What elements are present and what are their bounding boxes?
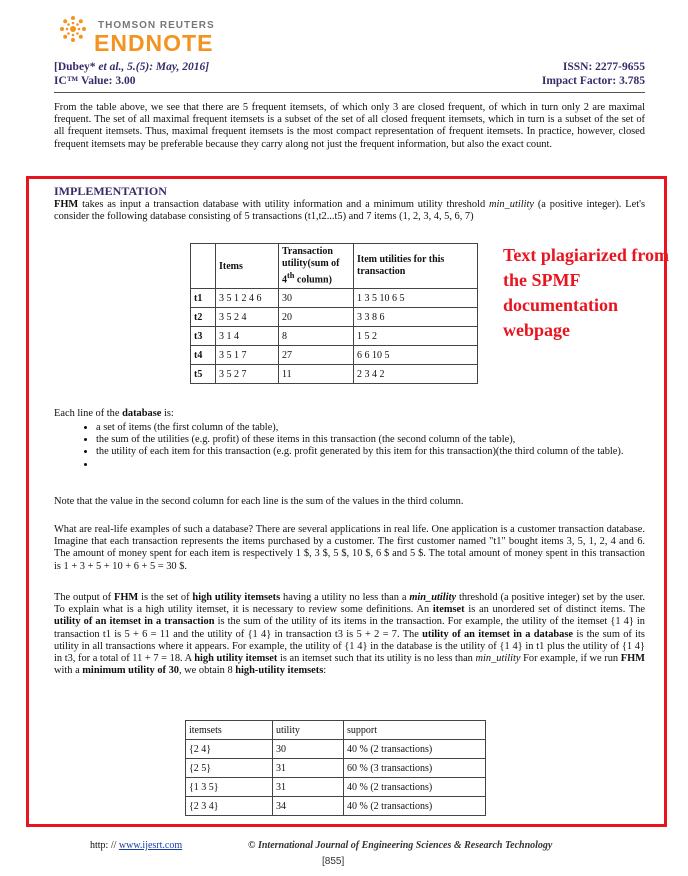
cell-iu: 3 3 8 6 xyxy=(354,308,478,327)
real-life-paragraph: What are real-life examples of such a database? There are several applications in real life. One application is a customer transaction database. Imagine that each transaction represents the items purchased by a customer. The first customer named "t1" bought items 3, 5, 1, 2, 4 and 6. The amount of money spent for each item is respectively 1 $, 3 $, 5 $, 10 $, 6 $ and 5 $. The total amount of money spent in this transaction is 1 + 3 + 5 + 10 + 6 + 5 = 30 $. xyxy=(54,524,645,572)
header-itemsets: itemsets xyxy=(186,721,273,740)
cell-tu: 20 xyxy=(279,308,354,327)
cell-items: 3 5 2 4 xyxy=(216,308,279,327)
cell-iu: 2 3 4 2 xyxy=(354,365,478,384)
cell-tu: 8 xyxy=(279,327,354,346)
table-row xyxy=(191,327,478,346)
cell-iu: 6 6 10 5 xyxy=(354,346,478,365)
header-utility: utility xyxy=(273,721,344,740)
cell-support: 40 % (2 transactions) xyxy=(344,778,486,797)
ic-value: IC™ Value: 3.00 xyxy=(54,75,136,87)
row-label: t1 xyxy=(191,289,216,308)
cell-utility: 34 xyxy=(273,797,344,816)
header-divider xyxy=(54,92,645,93)
header-item-utilities: Item utilities for this transaction xyxy=(354,244,478,289)
impact-factor: Impact Factor: 3.785 xyxy=(541,75,645,87)
cell-items: 3 5 1 7 xyxy=(216,346,279,365)
cell-items: 3 1 4 xyxy=(216,327,279,346)
cell-tu: 30 xyxy=(279,289,354,308)
cell-utility: 31 xyxy=(273,759,344,778)
table-row xyxy=(186,797,486,816)
page-number: [855] xyxy=(322,856,345,867)
header-transaction-utility: Transaction utility(sum of 4th column) xyxy=(279,244,354,289)
cell-iu: 1 5 2 xyxy=(354,327,478,346)
cell-support: 40 % (2 transactions) xyxy=(344,797,486,816)
row-label: t5 xyxy=(191,365,216,384)
header-cell-empty xyxy=(191,244,216,289)
cell-tu: 11 xyxy=(279,365,354,384)
brand-large-text: ENDNOTE xyxy=(94,30,214,56)
header-items: Items xyxy=(216,244,279,289)
list-item: • the sum of the utilities (e.g. profit) of these items in this transaction (the second column of the table), xyxy=(96,434,645,446)
table-row xyxy=(191,346,478,365)
list-item: • the utility of each item for this transaction (e.g. profit generated by this item for this transaction)(the third column of the table). xyxy=(96,446,645,458)
endnote-logo xyxy=(54,8,224,58)
table-row xyxy=(186,740,486,759)
table-row xyxy=(191,289,478,308)
citation-line: [Dubey* et al., 5.(5): May, 2016] xyxy=(54,61,210,73)
row-label: t2 xyxy=(191,308,216,327)
plagiarism-annotation: Text plagiarized from the SPMF documentation webpage xyxy=(503,245,669,340)
transaction-database-table xyxy=(190,243,478,384)
journal-website-link[interactable]: www.ijesrt.com xyxy=(118,840,183,851)
sunburst-icon xyxy=(56,12,90,46)
cell-iu: 1 3 5 10 6 5 xyxy=(354,289,478,308)
definition-bullet-list xyxy=(76,422,645,471)
cell-items: 3 5 1 2 4 6 xyxy=(216,289,279,308)
footer-url: http: // www.ijesrt.com xyxy=(90,840,183,851)
cell-tu: 27 xyxy=(279,346,354,365)
high-utility-itemsets-table xyxy=(185,720,486,816)
cell-itemset: {2 5} xyxy=(186,759,273,778)
implementation-intro: FHM takes as input a transaction database with utility information and a minimum utility threshold min_utility (a positive integer). Let's consider the following database consisting of 5 transactions (t1,t2...t5) and 7 items (1, 2, 3, 4, 5, 6, 7) xyxy=(54,199,645,223)
cell-utility: 30 xyxy=(273,740,344,759)
cell-support: 40 % (2 transactions) xyxy=(344,740,486,759)
sum-note: Note that the value in the second column for each line is the sum of the values in the third column. xyxy=(54,496,464,507)
table-row xyxy=(191,308,478,327)
list-item xyxy=(96,459,645,471)
brand-small-text: THOMSON REUTERS xyxy=(98,20,215,31)
cell-support: 60 % (3 transactions) xyxy=(344,759,486,778)
cell-utility: 31 xyxy=(273,778,344,797)
implementation-heading: IMPLEMENTATION xyxy=(54,184,167,198)
issn: ISSN: 2277-9655 xyxy=(562,61,645,73)
footer-copyright: © International Journal of Engineering Sciences & Research Technology xyxy=(248,840,553,851)
row-label: t4 xyxy=(191,346,216,365)
table-row xyxy=(186,759,486,778)
cell-items: 3 5 2 7 xyxy=(216,365,279,384)
table-row xyxy=(186,778,486,797)
cell-itemset: {1 3 5} xyxy=(186,778,273,797)
each-line-intro: Each line of the database is: xyxy=(54,408,174,419)
intro-paragraph: From the table above, we see that there are 5 frequent itemsets, of which only 3 are closed frequent, of which in turn only 2 are maximal frequent. The set of all maximal frequent itemsets is a subset of the set of all closed frequent itemsets, which in turn is a subset of the set of all frequent itemsets. Thus, maximal frequent itemsets is the most compact representation of frequent itemsets. In practice, however, closed frequent itemsets may be preferable because they carry along not just the frequent information, but also the exact count. xyxy=(54,102,645,150)
cell-itemset: {2 3 4} xyxy=(186,797,273,816)
table-header-row xyxy=(191,244,478,289)
row-label: t3 xyxy=(191,327,216,346)
cell-itemset: {2 4} xyxy=(186,740,273,759)
table-row xyxy=(191,365,478,384)
output-paragraph: The output of FHM is the set of high utility itemsets having a utility no less than a min_utility threshold (a positive integer) set by the user. To explain what is a high utility itemset, it is necessary to review some definitions. An itemset is an unordered set of distinct items. The utility of an itemset in a transaction is the sum of the utility of its items in the transaction. For example, the utility of the itemset {1 4} in transaction t1 is 5 + 6 = 11 and the utility of {1 4} in transaction t3 is 5 + 2 = 7. The utility of an itemset in a database is the sum of its utility in all transactions where it appears. For example, the utility of {1 4} in the database is the utility of {1 4} in t1 plus the utility of {1 4} in t3, for a total of 11 + 7 = 18. A high utility itemset is an itemset such that its utility is no less than min_utility For example, if we run FHM with a minimum utility of 30, we obtain 8 high-utility itemsets: xyxy=(54,592,645,677)
table-header-row xyxy=(186,721,486,740)
header-support: support xyxy=(344,721,486,740)
list-item: • a set of items (the first column of the table), xyxy=(96,422,645,434)
